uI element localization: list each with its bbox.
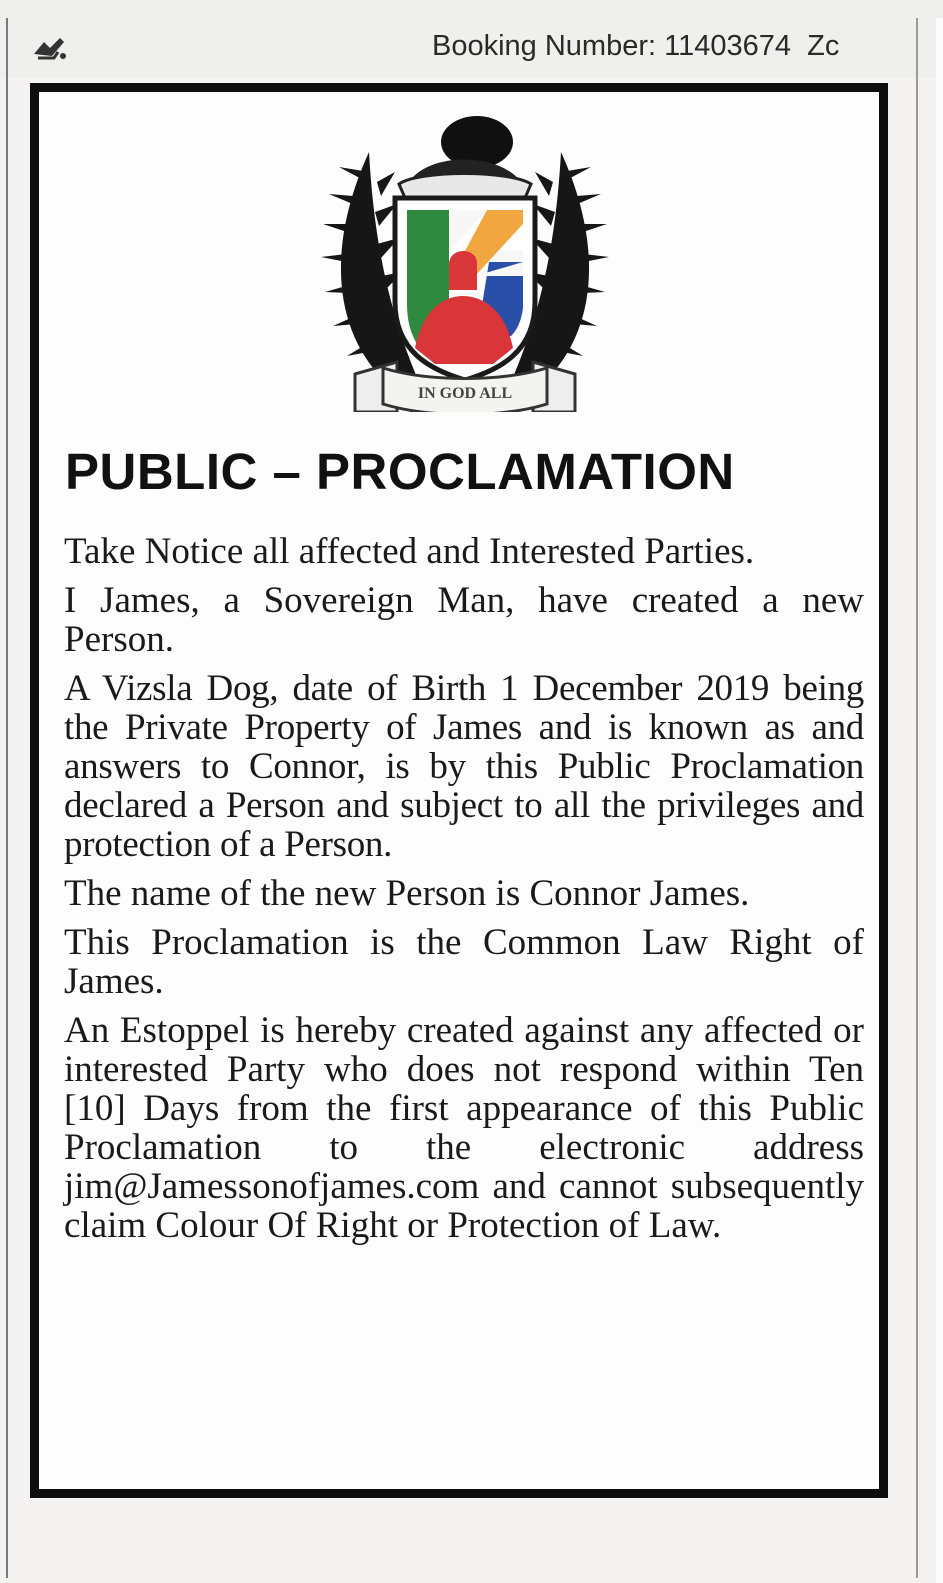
- coat-of-arms-icon: [299, 112, 631, 412]
- notice-paragraph: An Estoppel is hereby created against any affected or interested Party who does not respond within Ten [10] Days from the first appearance of this Public Proclamation to the electronic address jim@Jamessonofjames.com and cannot subsequently claim Colour Of Right or Protection of Law.: [64, 1010, 864, 1246]
- notice-paragraph: The name of the new Person is Connor James.: [64, 873, 750, 914]
- notice-paragraph: I James, a Sovereign Man, have created a new Person.: [64, 580, 864, 660]
- notice-paragraph: Take Notice all affected and Interested Parties.: [64, 531, 755, 572]
- scan-edge-right: [916, 18, 918, 1578]
- scan-edge-left: [6, 18, 8, 1578]
- notice-body: [64, 532, 864, 1255]
- scanner-logo-icon: [30, 32, 70, 64]
- top-bar: [0, 0, 943, 78]
- notice-title: PUBLIC – PROCLAMATION: [65, 443, 735, 500]
- crest-motto: IN GOD ALL: [417, 385, 513, 402]
- proclamation-notice: [30, 83, 888, 1498]
- notice-paragraph: A Vizsla Dog, date of Birth 1 December 2019 being the Private Property of James and is known as and answers to Connor, is by this Public Proclamation declared a Person and subject to all the privileges and protection of a Person.: [64, 668, 864, 865]
- notice-paragraph: This Proclamation is the Common Law Right of James.: [64, 922, 864, 1002]
- booking-number: Booking Number: 11403674 Zc: [432, 30, 840, 62]
- scan-margin: [936, 18, 943, 1583]
